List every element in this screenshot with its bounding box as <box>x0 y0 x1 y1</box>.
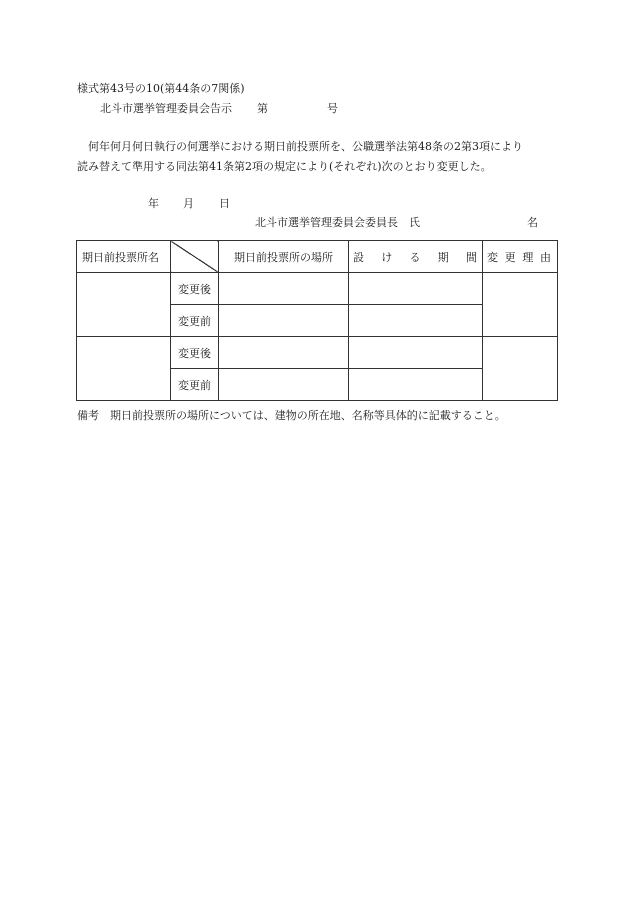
table-row <box>77 337 558 369</box>
location-after-cell <box>219 337 349 369</box>
signer-title: 北斗市選挙管理委員会委員長 氏 <box>255 216 420 229</box>
header-reason-char: 由 <box>539 250 551 264</box>
header-reason <box>483 241 558 273</box>
header-reason-char: 理 <box>522 250 534 264</box>
header-period-char: る <box>409 250 421 264</box>
reason-cell <box>483 273 558 337</box>
header-reason-char: 変 <box>487 250 498 264</box>
state-before-label: 変更前 <box>171 369 219 401</box>
body-text-line-1: 何年何月何日執行の何選挙における期日前投票所を、公職選挙法第48条の2第3項により <box>88 140 523 153</box>
body-text-line-2: 読み替えて準用する同法第41条第2項の規定により(それぞれ)次のとおり変更した。 <box>77 160 492 173</box>
table-header-row <box>77 241 558 273</box>
place-name-cell <box>77 337 171 401</box>
header-period-char: 間 <box>466 250 477 264</box>
date-month-label: 月 <box>183 197 194 210</box>
notice-number-label: 第 <box>257 102 268 115</box>
header-period-char: 期 <box>437 250 449 264</box>
period-after-cell <box>349 273 483 305</box>
header-period-char: 設 <box>353 250 364 264</box>
reason-cell <box>483 337 558 401</box>
header-location: 期日前投票所の場所 <box>219 241 349 273</box>
period-before-cell <box>349 305 483 337</box>
location-after-cell <box>219 273 349 305</box>
header-period-char: け <box>381 250 393 264</box>
signer-name-label: 名 <box>527 216 538 229</box>
state-after-label: 変更後 <box>171 337 219 369</box>
remarks-note: 備考 期日前投票所の場所については、建物の所在地、名称等具体的に記載すること。 <box>77 409 506 422</box>
state-before-label: 変更前 <box>171 305 219 337</box>
notice-number-suffix: 号 <box>327 102 338 115</box>
header-period <box>349 241 483 273</box>
header-diagonal-cell <box>171 241 219 273</box>
state-after-label: 変更後 <box>171 273 219 305</box>
notice-issuer: 北斗市選挙管理委員会告示 <box>100 102 232 115</box>
header-place-name: 期日前投票所名 <box>77 241 171 273</box>
period-before-cell <box>349 369 483 401</box>
date-day-label: 日 <box>219 197 230 210</box>
form-label: 様式第43号の10(第44条の7関係) <box>77 82 245 95</box>
period-after-cell <box>349 337 483 369</box>
location-before-cell <box>219 305 349 337</box>
place-name-cell <box>77 273 171 337</box>
table-row <box>77 273 558 305</box>
change-table <box>76 240 558 401</box>
date-year-label: 年 <box>148 197 159 210</box>
header-reason-char: 更 <box>504 250 516 264</box>
location-before-cell <box>219 369 349 401</box>
